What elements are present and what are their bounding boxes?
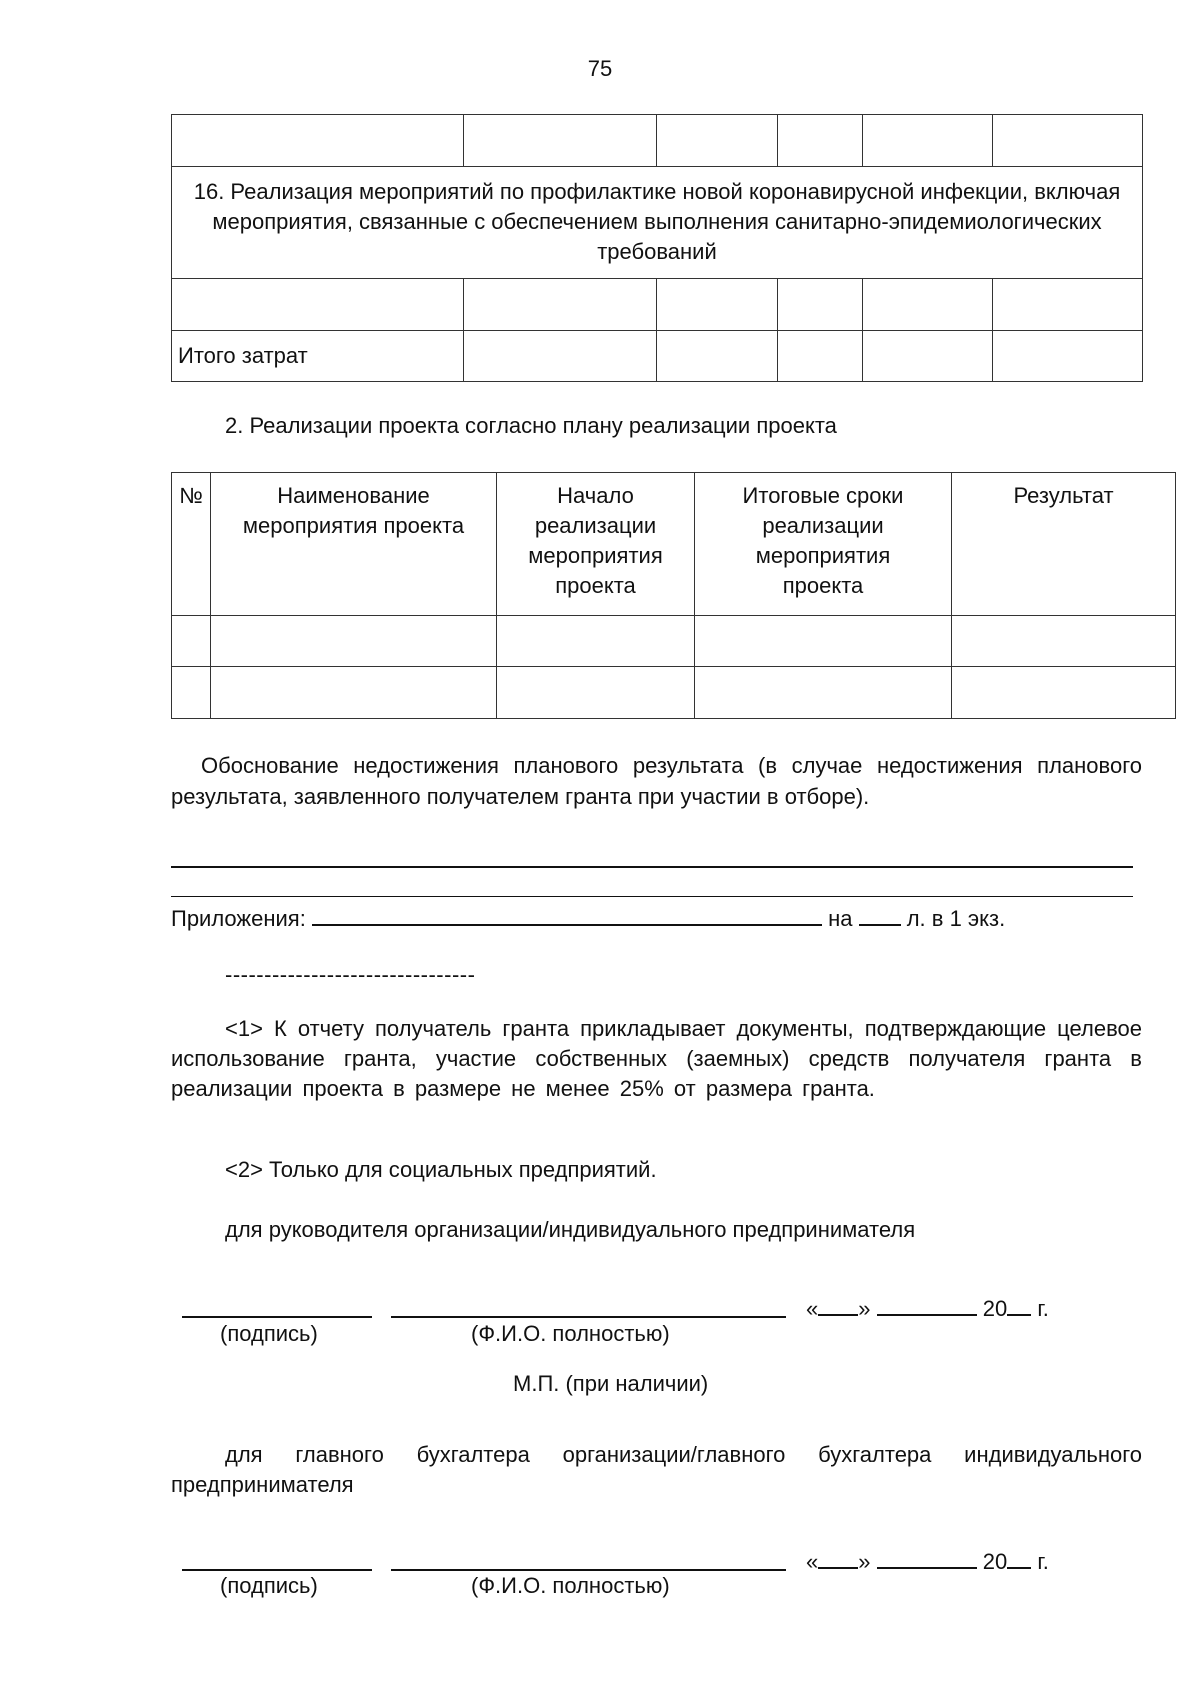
attachments-label: Приложения: [171,906,306,931]
accountant-name-label: (Ф.И.О. полностью) [471,1573,670,1598]
accountant-signature-line[interactable] [182,1569,372,1571]
sheets-count-field[interactable] [859,902,901,926]
attachments-field[interactable] [312,902,822,926]
section-heading-cell: 16. Реализация мероприятий по профилактике новой коронавирусной инфекции, включая мероприятия, связанные с обеспечением выполнения санитарно-эпидемиологических требований [172,167,1143,279]
year-field[interactable] [1007,1545,1031,1569]
header-final-dates: Итоговые сроки реализации мероприятия проекта [695,473,952,616]
head-name-label: (Ф.И.О. полностью) [471,1321,670,1346]
plan-table [171,472,1176,719]
year-prefix: 20 [982,1549,1008,1574]
head-date [806,1292,1049,1322]
table-row [172,279,1143,331]
year-field[interactable] [1007,1292,1031,1316]
quote-close: » [858,1549,871,1574]
accountant-signature-title: для главного бухгалтера организации/главного бухгалтера индивидуального предпринимателя [171,1442,1142,1497]
month-field[interactable] [877,1292,977,1316]
attachments-on: на [828,906,853,931]
stamp-label: М.П. (при наличии) [513,1371,709,1396]
accountant-name-line[interactable] [391,1569,786,1571]
table-row [172,115,1143,167]
total-label: Итого затрат [172,331,464,382]
accountant-date [806,1545,1049,1575]
page-number: 75 [587,56,613,81]
footnote-1: <1> К отчету получатель гранта прикладывает документы, подтверждающие целевое использование гранта, участие собственных (заемных) средств получателя гранта в реализации проекта в размере не менее 25% от размера гранта. [171,1016,1142,1101]
header-number: № [172,473,211,616]
month-field[interactable] [877,1545,977,1569]
attachments-sheets: л. в 1 экз. [906,906,1006,931]
justification-line-1[interactable] [171,866,1133,868]
head-name-line[interactable] [391,1316,786,1318]
table-row [172,667,1176,719]
day-field[interactable] [818,1292,858,1316]
head-signature-title: для руководителя организации/индивидуального предпринимателя [225,1217,916,1242]
year-prefix: 20 [982,1296,1008,1321]
table-row [172,616,1176,667]
justification-text: Обоснование недостижения планового результата (в случае недостижения планового результата, заявленного получателем гранта при участии в отборе). [171,753,1142,809]
total-row [172,331,1143,382]
year-suffix: г. [1037,1549,1049,1574]
header-result: Результат [952,473,1176,616]
head-signature-line[interactable] [182,1316,372,1318]
separator: -------------------------------- [225,962,476,987]
head-sign-label: (подпись) [220,1321,318,1346]
day-field[interactable] [818,1545,858,1569]
section-2-title: 2. Реализации проекта согласно плану реализации проекта [225,413,837,438]
table-row [172,167,1143,279]
attachments-row [171,902,1005,932]
quote-close: » [858,1296,871,1321]
quote-open: « [806,1549,819,1574]
year-suffix: г. [1037,1296,1049,1321]
cost-table [171,114,1143,382]
accountant-sign-label: (подпись) [220,1573,318,1598]
quote-open: « [806,1296,819,1321]
table-header-row [172,473,1176,616]
footnote-2: <2> Только для социальных предприятий. [225,1157,657,1182]
header-event-name: Наименование мероприятия проекта [211,473,497,616]
header-start: Начало реализации мероприятия проекта [497,473,695,616]
justification-line-2[interactable] [171,896,1133,897]
